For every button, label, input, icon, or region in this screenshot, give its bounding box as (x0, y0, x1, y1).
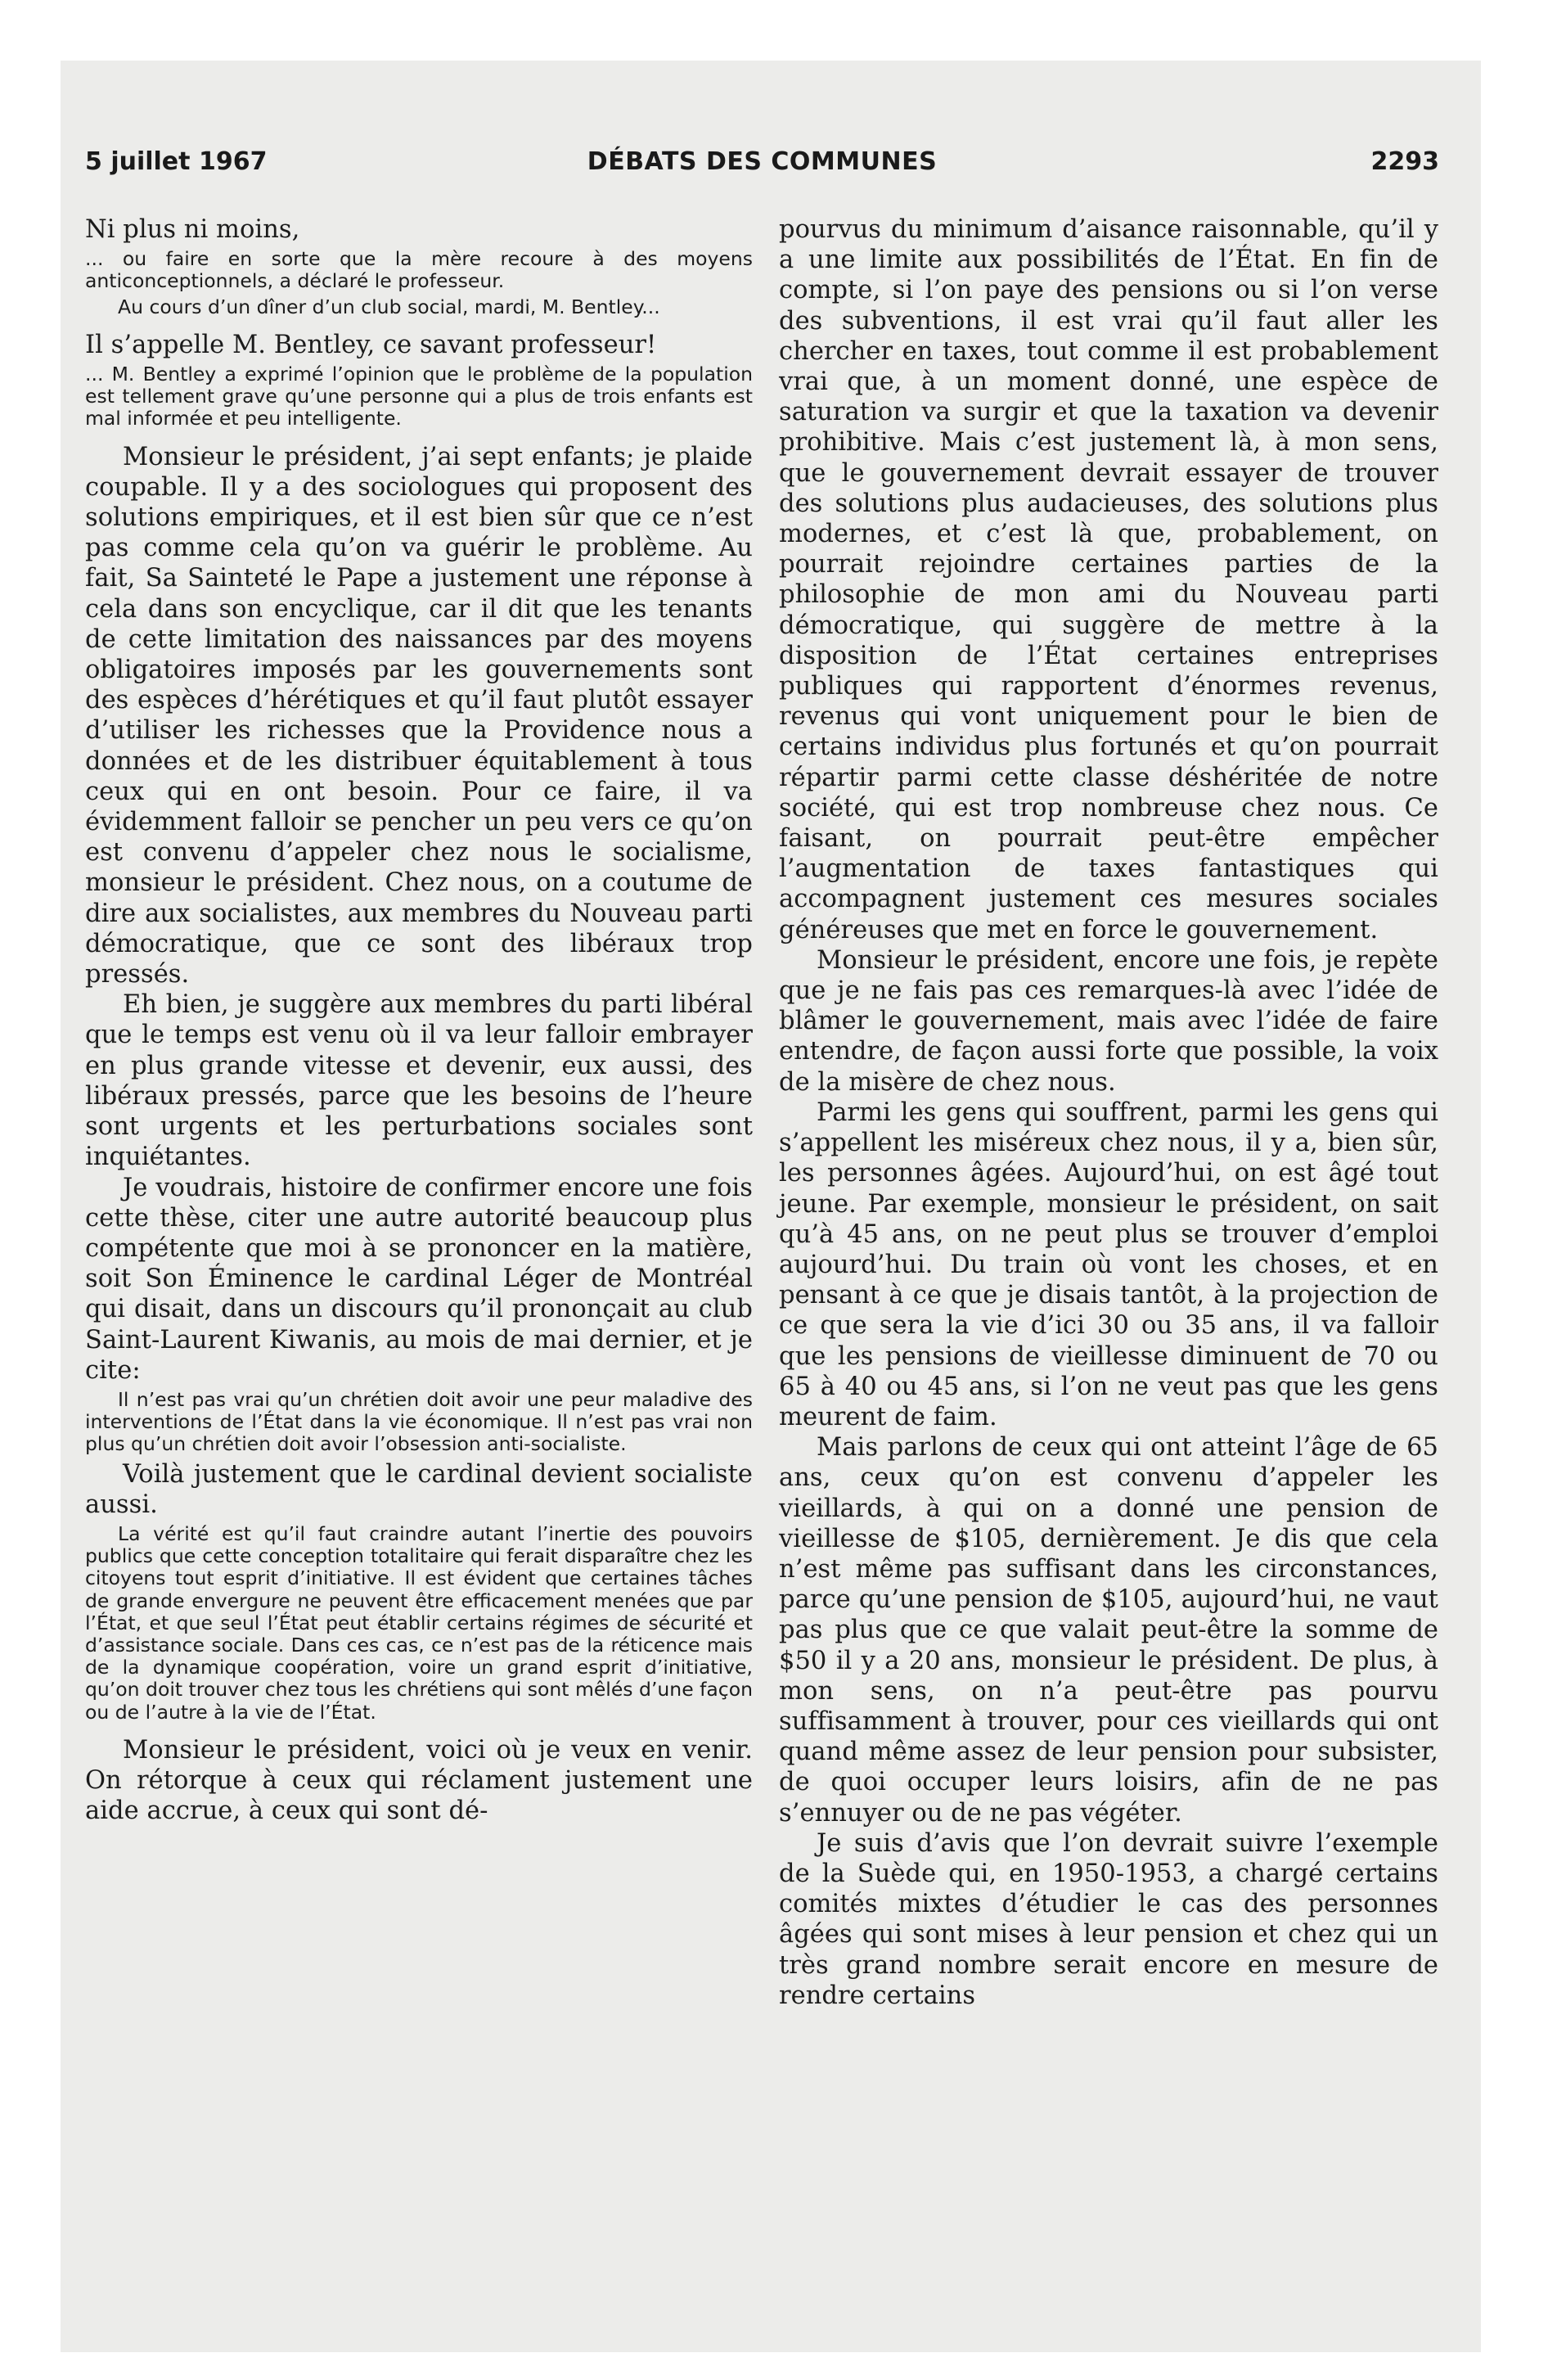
left-column (85, 214, 753, 1826)
paragraph: Monsieur le président, encore une fois, je repète que je ne fais pas ces remarques-là avec l’idée de blâmer le gouvernement, mais avec l’idée de faire entendre, de façon aussi forte que possible, la voix de la misère de chez nous. (779, 945, 1438, 1097)
paragraph: Voilà justement que le cardinal devient socialiste aussi. (85, 1459, 753, 1519)
paragraph: Je suis d’avis que l’on devrait suivre l’exemple de la Suède qui, en 1950-1953, a chargé certains comités mixtes d’étudier le cas des personnes âgées qui sont mises à leur pension et chez qui un très grand nombre serait encore en mesure de rendre certains (779, 1828, 1438, 2010)
header-page-number: 2293 (1370, 147, 1439, 176)
quote-paragraph: La vérité est qu’il faut craindre autant l’inertie des pouvoirs publics que cette conception totalitaire qui ferait disparaître chez les citoyens tout esprit d’initiative. Il est évident que certaines tâches de grande envergure ne peuvent être efficacement menées que par l’État, et que seul l’État peut établir certains régimes de sécurité et d’assistance sociale. Dans ces cas, ce n’est pas de la réticence mais de la dynamique coopération, voire un grand esprit d’initiative, qu’on doit trouver chez tous les chrétiens qui sont mêlés d’une façon ou de l’autre à la vie de l’État. (85, 1521, 753, 1724)
paragraph: Je voudrais, histoire de confirmer encore une fois cette thèse, citer une autre autorité beaucoup plus compétente que moi à se prononcer en la matière, soit Son Éminence le cardinal Léger de Montréal qui disait, dans un discours qu’il prononçait au club Saint-Laurent Kiwanis, au mois de mai dernier, et je cite: (85, 1173, 753, 1385)
paragraph: Monsieur le président, j’ai sept enfants; je plaide coupable. Il y a des sociologues qui proposent des solutions empiriques, et il est bien sûr que ce n’est pas comme cela qu’on va guérir le problème. Au fait, Sa Sainteté le Pape a justement une réponse à cela dans son encyclique, car il dit que les tenants de cette limitation des naissances par des moyens obligatoires imposés par les gouvernements sont des espèces d’hérétiques et qu’il faut plutôt essayer d’utiliser les richesses que la Providence nous a données et de les distribuer équitablement à tous ceux qui en ont besoin. Pour ce faire, il va évidemment falloir se pencher un peu vers ce qu’on est convenu d’appeler chez nous le socialisme, monsieur le président. Chez nous, on a coutume de dire aux socialistes, aux membres du Nouveau parti démocratique, que ce sont des libéraux trop pressés. (85, 442, 753, 989)
paragraph: Parmi les gens qui souffrent, parmi les gens qui s’appellent les miséreux chez nous, il y a, bien sûr, les personnes âgées. Aujourd’hui, on est âgé tout jeune. Par exemple, monsieur le président, on sait qu’à 45 ans, on ne peut plus se trouver d’emploi aujourd’hui. Du train où vont les choses, et en pensant à ce que je disais tantôt, à la projection de ce que sera la vie d’ici 30 ou 35 ans, il va falloir que les pensions de vieillesse diminuent de 70 ou 65 à 40 ou 45 ans, si l’on ne veut pas que les gens meurent de faim. (779, 1098, 1438, 1431)
paragraph: Il s’appelle M. Bentley, ce savant professeur! (85, 330, 657, 359)
right-column (779, 214, 1438, 2011)
paragraph: Eh bien, je suggère aux membres du parti libéral que le temps est venu où il va leur falloir embrayer en plus grande vitesse et devenir, eux aussi, des libéraux pressés, parce que les besoins de l’heure sont urgents et les perturbations sociales sont inquiétantes. (85, 990, 753, 1172)
header-title: DÉBATS DES COMMUNES (587, 147, 938, 176)
header-date: 5 juillet 1967 (85, 147, 268, 176)
paragraph: Mais parlons de ceux qui ont atteint l’âge de 65 ans, ceux qu’on est convenu d’appeler les vieillards, à qui on a donné une pension de vieillesse de $105, dernièrement. Je dis que cela n’est même pas suffisant dans les circonstances, parce qu’une pension de $105, aujourd’hui, ne vaut pas plus que ce que valait peut-être la somme de $50 il y a 20 ans, monsieur le président. De plus, à mon sens, on n’a peut-être pas pourvu suffisamment à trouver, pour ces vieillards qui ont quand même assez de leur pension pour subsister, de quoi occuper leurs loisirs, afin de ne pas s’ennuyer ou de ne pas végéter. (779, 1433, 1438, 1828)
quote-paragraph: Au cours d’un dîner d’un club social, mardi, M. Bentley... (118, 295, 660, 318)
paragraph: Monsieur le président, voici où je veux en venir. On rétorque à ceux qui réclament justement une aide accrue, à ceux qui sont dé- (85, 1735, 753, 1826)
paragraph: Ni plus ni moins, (85, 215, 300, 244)
quote-paragraph: Il n’est pas vrai qu’un chrétien doit avoir une peur maladive des interventions de l’État dans la vie économique. Il n’est pas vrai non plus qu’un chrétien doit avoir l’obsession anti-socialiste. (85, 1387, 753, 1456)
paragraph: pourvus du minimum d’aisance raisonnable, qu’il y a une limite aux possibilités de l’État. En fin de compte, si l’on paye des pensions ou si l’on verse des subventions, il est vrai qu’il faut aller les chercher en taxes, tout comme il est probablement vrai que, à un moment donné, une espèce de saturation va surgir et que la taxation va devenir prohibitive. Mais c’est justement là, à mon sens, que le gouvernement devrait essayer de trouver des solutions plus audacieuses, des solutions plus modernes, et c’est là que, probablement, on pourrait rejoindre certaines parties de la philosophie de mon ami du Nouveau parti démocratique, qui suggère de mettre à la disposition de l’État certaines entreprises publiques qui rapportent d’énormes revenus, revenus qui vont uniquement pour le bien de certains individus plus fortunés et qu’on pourrait répartir parmi cette classe déshéritée de notre société, qui est trop nombreuse chez nous. Ce faisant, on pourrait peut-être empêcher l’augmentation de taxes fantastiques qui accompagnent justement ces mesures sociales généreuses que met en force le gouvernement. (779, 215, 1438, 944)
page-header (85, 147, 1439, 188)
quote-paragraph: ... ou faire en sorte que la mère recoure à des moyens anticonceptionnels, a déclaré le professeur. (85, 247, 753, 293)
quote-paragraph: ... M. Bentley a exprimé l’opinion que le problème de la population est tellement grave qu’une personne qui a plus de trois enfants est mal informée et peu intelligente. (85, 363, 753, 430)
